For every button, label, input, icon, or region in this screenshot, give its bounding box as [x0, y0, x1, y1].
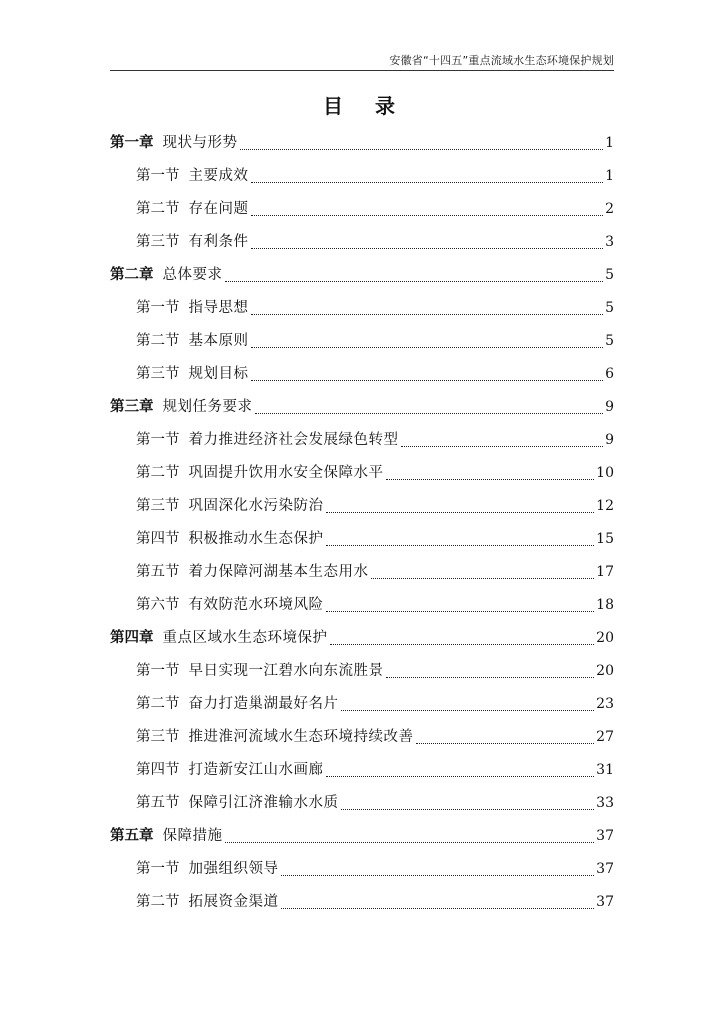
entry-page-number: 33 [596, 795, 614, 811]
entry-number: 第三节 [136, 498, 180, 514]
entry-title: 规划任务要求 [162, 399, 253, 415]
entry-label [136, 493, 324, 519]
dot-leader [341, 809, 595, 810]
entry-title: 规划目标 [188, 366, 249, 382]
entry-title: 保障措施 [162, 828, 223, 844]
toc-section-entry[interactable] [110, 460, 614, 493]
entry-number: 第三章 [110, 399, 154, 415]
entry-title: 拓展资金渠道 [188, 894, 279, 910]
entry-title: 推进淮河流域水生态环境持续改善 [188, 729, 414, 745]
toc-section-entry[interactable] [110, 757, 614, 790]
entry-number: 第四节 [136, 762, 180, 778]
entry-number: 第一章 [110, 135, 154, 151]
dot-leader [240, 149, 604, 150]
entry-page-number: 5 [605, 267, 614, 283]
entry-page-number: 1 [605, 135, 614, 151]
entry-page-number: 31 [596, 762, 614, 778]
dot-leader [326, 545, 595, 546]
entry-title: 巩固深化水污染防治 [188, 498, 324, 514]
dot-leader [281, 875, 595, 876]
entry-page-number: 9 [605, 432, 614, 448]
entry-number: 第一节 [136, 861, 180, 877]
toc-section-entry[interactable] [110, 559, 614, 592]
toc-chapter-entry[interactable] [110, 262, 614, 295]
entry-label [136, 427, 399, 453]
entry-page-number: 12 [596, 498, 614, 514]
toc-section-entry[interactable] [110, 493, 614, 526]
entry-number: 第四章 [110, 630, 154, 646]
entry-title: 加强组织领导 [188, 861, 279, 877]
entry-number: 第一节 [136, 432, 180, 448]
entry-label [136, 163, 249, 189]
entry-page-number: 1 [605, 168, 614, 184]
toc-section-entry[interactable] [110, 592, 614, 625]
toc-section-entry[interactable] [110, 658, 614, 691]
entry-page-number: 37 [596, 828, 614, 844]
entry-label [110, 130, 238, 156]
entry-page-number: 2 [605, 201, 614, 217]
toc-section-entry[interactable] [110, 295, 614, 328]
dot-leader [326, 512, 595, 513]
dot-leader [416, 743, 595, 744]
dot-leader [225, 842, 595, 843]
entry-title: 奋力打造巢湖最好名片 [188, 696, 339, 712]
entry-label [136, 328, 249, 354]
toc-section-entry[interactable] [110, 856, 614, 889]
toc-chapter-entry[interactable] [110, 625, 614, 658]
toc-section-entry[interactable] [110, 427, 614, 460]
entry-number: 第五节 [136, 795, 180, 811]
toc-section-entry[interactable] [110, 889, 614, 922]
dot-leader [341, 710, 595, 711]
entry-page-number: 10 [596, 465, 614, 481]
entry-page-number: 20 [596, 630, 614, 646]
toc-section-entry[interactable] [110, 724, 614, 757]
entry-page-number: 17 [596, 564, 614, 580]
entry-page-number: 27 [596, 729, 614, 745]
entry-title: 巩固提升饮用水安全保障水平 [188, 465, 384, 481]
dot-leader [251, 314, 604, 315]
entry-title: 早日实现一江碧水向东流胜景 [188, 663, 384, 679]
entry-number: 第一节 [136, 300, 180, 316]
entry-number: 第二节 [136, 333, 180, 349]
entry-label [110, 262, 223, 288]
entry-number: 第二节 [136, 894, 180, 910]
table-of-contents [110, 130, 614, 922]
toc-section-entry[interactable] [110, 526, 614, 559]
toc-chapter-entry[interactable] [110, 130, 614, 163]
entry-label [136, 790, 339, 816]
dot-leader [326, 776, 595, 777]
entry-number: 第一节 [136, 663, 180, 679]
entry-title: 指导思想 [188, 300, 249, 316]
entry-label [136, 295, 249, 321]
entry-title: 着力保障河湖基本生态用水 [188, 564, 369, 580]
entry-page-number: 9 [605, 399, 614, 415]
entry-page-number: 23 [596, 696, 614, 712]
entry-page-number: 20 [596, 663, 614, 679]
entry-title: 保障引江济淮输水水质 [188, 795, 339, 811]
entry-title: 重点区域水生态环境保护 [162, 630, 328, 646]
entry-page-number: 6 [605, 366, 614, 382]
entry-number: 第五节 [136, 564, 180, 580]
entry-label [136, 856, 279, 882]
entry-number: 第二章 [110, 267, 154, 283]
entry-page-number: 18 [596, 597, 614, 613]
toc-section-entry[interactable] [110, 361, 614, 394]
toc-title: 目 录 [323, 94, 401, 118]
toc-section-entry[interactable] [110, 790, 614, 823]
entry-label [136, 757, 324, 783]
entry-number: 第二节 [136, 465, 180, 481]
entry-label [136, 460, 384, 486]
dot-leader [251, 248, 604, 249]
toc-section-entry[interactable] [110, 229, 614, 262]
entry-title: 主要成效 [188, 168, 249, 184]
entry-title: 存在问题 [188, 201, 249, 217]
entry-page-number: 5 [605, 333, 614, 349]
toc-section-entry[interactable] [110, 691, 614, 724]
entry-title: 现状与形势 [162, 135, 238, 151]
entry-label [136, 559, 369, 585]
entry-label [136, 592, 324, 618]
entry-number: 第三节 [136, 366, 180, 382]
entry-number: 第二节 [136, 201, 180, 217]
entry-number: 第三节 [136, 729, 180, 745]
dot-leader [326, 611, 595, 612]
entry-number: 第二节 [136, 696, 180, 712]
entry-page-number: 15 [596, 531, 614, 547]
entry-page-number: 5 [605, 300, 614, 316]
toc-section-entry[interactable] [110, 328, 614, 361]
dot-leader [225, 281, 604, 282]
toc-section-entry[interactable] [110, 196, 614, 229]
entry-label [136, 691, 339, 717]
entry-page-number: 37 [596, 861, 614, 877]
entry-label [110, 394, 253, 420]
dot-leader [401, 446, 604, 447]
dot-leader [255, 413, 604, 414]
toc-chapter-entry[interactable] [110, 394, 614, 427]
entry-page-number: 3 [605, 234, 614, 250]
entry-label [136, 229, 249, 255]
entry-number: 第一节 [136, 168, 180, 184]
entry-label [136, 658, 384, 684]
entry-number: 第六节 [136, 597, 180, 613]
entry-number: 第四节 [136, 531, 180, 547]
entry-title: 积极推动水生态保护 [188, 531, 324, 547]
entry-label [136, 196, 249, 222]
entry-title: 着力推进经济社会发展绿色转型 [188, 432, 399, 448]
toc-chapter-entry[interactable] [110, 823, 614, 856]
dot-leader [251, 380, 604, 381]
entry-label [136, 526, 324, 552]
dot-leader [251, 347, 604, 348]
dot-leader [386, 479, 595, 480]
dot-leader [371, 578, 595, 579]
entry-title: 有利条件 [188, 234, 249, 250]
entry-title: 打造新安江山水画廊 [188, 762, 324, 778]
toc-section-entry[interactable] [110, 163, 614, 196]
dot-leader [251, 182, 604, 183]
entry-title: 基本原则 [188, 333, 249, 349]
entry-label [136, 889, 279, 915]
entry-label [136, 724, 414, 750]
running-header: 安徽省“十四五”重点流域水生态环境保护规划 [389, 54, 614, 67]
entry-label [136, 361, 249, 387]
entry-number: 第三节 [136, 234, 180, 250]
dot-leader [386, 677, 595, 678]
entry-number: 第五章 [110, 828, 154, 844]
entry-title: 总体要求 [162, 267, 223, 283]
entry-label [110, 625, 328, 651]
entry-label [110, 823, 223, 849]
dot-leader [330, 644, 595, 645]
entry-title: 有效防范水环境风险 [188, 597, 324, 613]
dot-leader [251, 215, 604, 216]
header-rule [110, 70, 614, 71]
dot-leader [281, 908, 595, 909]
entry-page-number: 37 [596, 894, 614, 910]
